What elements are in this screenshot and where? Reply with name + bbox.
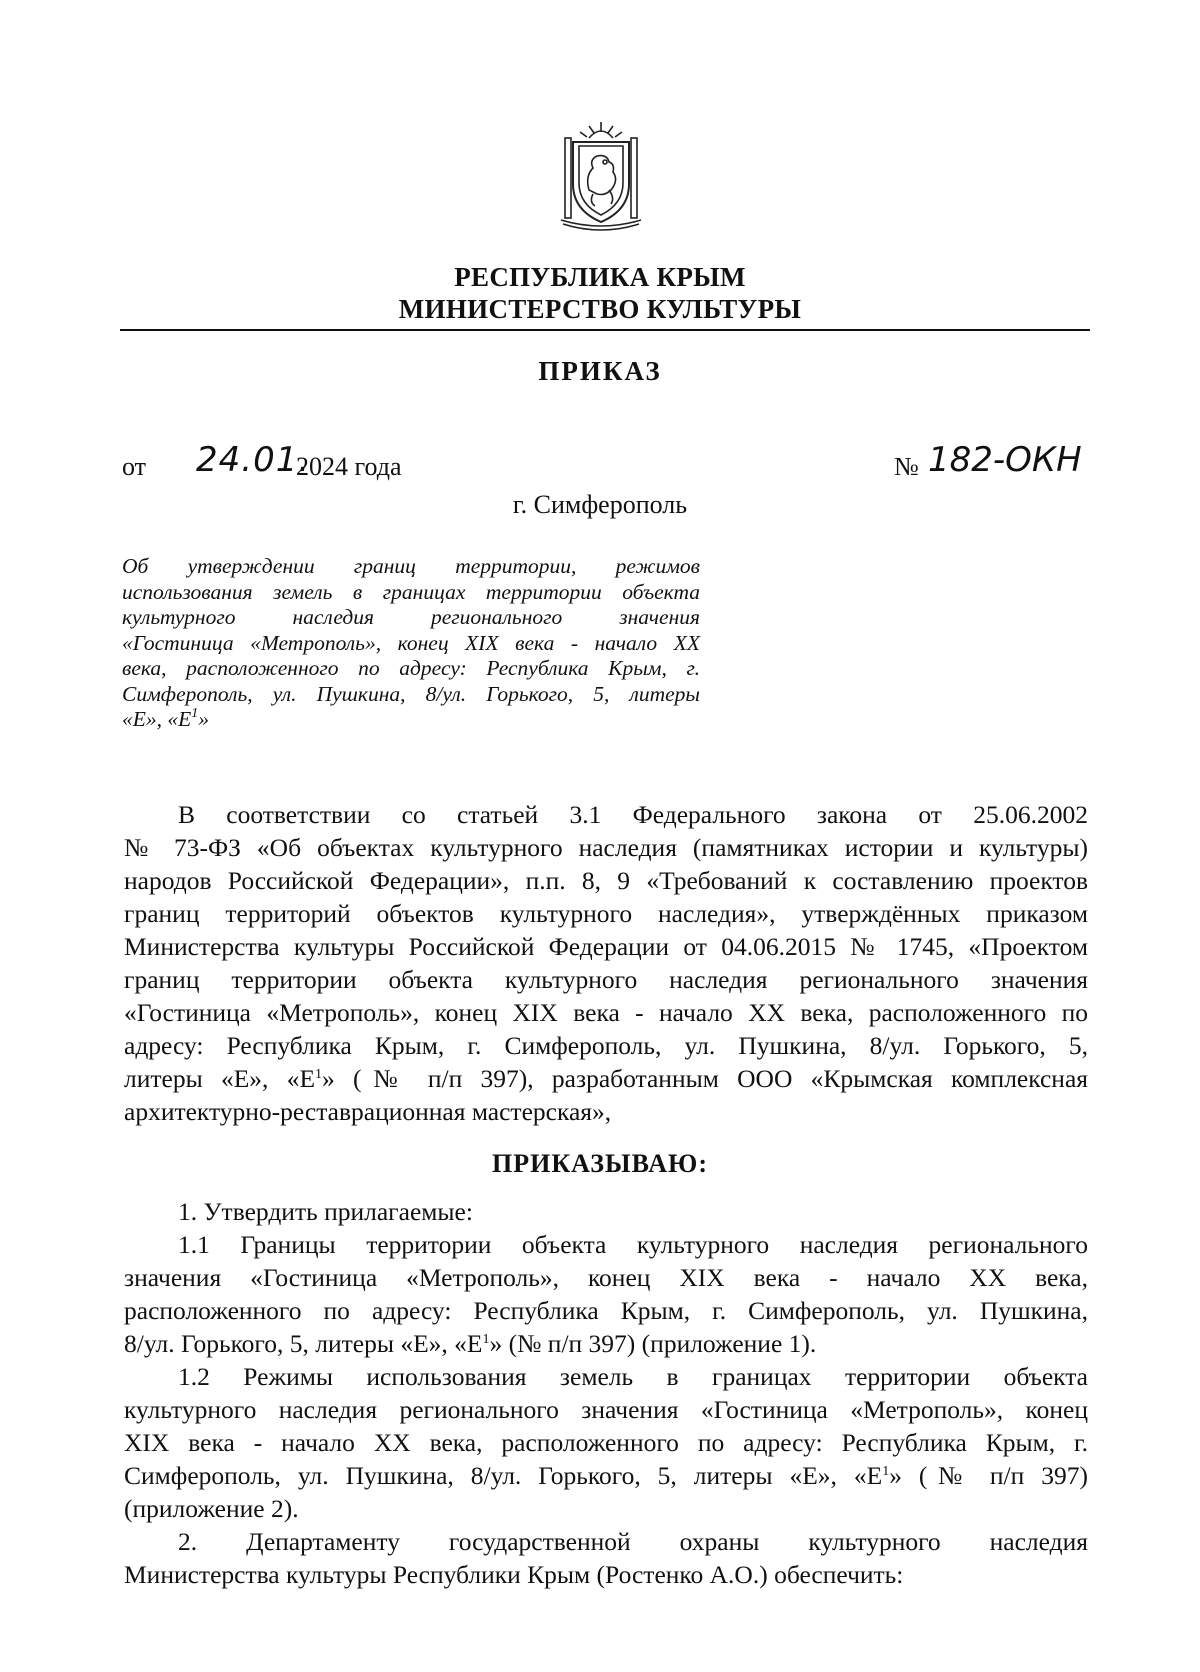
subject-line: использования земель в границах территории объекта: [122, 579, 700, 604]
preamble-line-text: литеры «Е», «Е: [124, 1064, 316, 1093]
item-line-text: » (№ п/п 397) (приложение 1).: [489, 1329, 817, 1358]
order-subject: [122, 554, 700, 733]
preamble-line: «Гостиница «Метрополь», конец XIX века - начало XX века, расположенного по: [124, 998, 1088, 1027]
decree-heading: ПРИКАЗЫВАЮ:: [492, 1149, 708, 1178]
handwritten-number: 182-ОКН: [928, 440, 1082, 480]
date-prefix: от: [122, 452, 147, 481]
item-1-1-line: 1.1 Границы территории объекта культурного наследия регионального: [178, 1230, 1088, 1259]
item-2-line: Министерства культуры Республики Крым (Ростенко А.О.) обеспечить:: [124, 1560, 904, 1589]
order-items: [124, 1195, 1088, 1591]
superscript: 1: [191, 706, 199, 721]
preamble-line: границ территории объекта культурного наследия регионального значения: [124, 965, 1088, 994]
number-label: №: [894, 452, 919, 481]
item-line-text: » (№ п/п 397): [889, 1461, 1088, 1490]
preamble-line: границ территорий объектов культурного наследия», утверждённых приказом: [124, 899, 1088, 928]
item-1-2-line: (приложение 2).: [124, 1494, 299, 1523]
issue-city: г. Симферополь: [512, 490, 688, 519]
coat-of-arms-icon: [549, 120, 653, 232]
subject-line: Симферополь, ул. Пушкина, 8/ул. Горького, 5, литеры: [122, 681, 700, 706]
superscript: 1: [315, 1067, 323, 1082]
header-divider: [120, 329, 1090, 331]
item-1-1-line: значения «Гостиница «Метрополь», конец XIX века - начало XX века,: [124, 1263, 1088, 1292]
preamble-line: адресу: Республика Крым, г. Симферополь, ул. Пушкина, 8/ул. Горького, 5,: [124, 1031, 1088, 1060]
preamble-line-text: » (№ п/п 397), разработанным ООО «Крымская комплексная: [322, 1064, 1088, 1093]
item-1-2-line: XIX века - начало XX века, расположенного по адресу: Республика Крым, г.: [124, 1428, 1088, 1457]
preamble-paragraph: [124, 798, 1088, 1128]
item-line-text: Симферополь, ул. Пушкина, 8/ул. Горького, 5, литеры «Е», «Е: [124, 1461, 883, 1490]
subject-line: века, расположенного по адресу: Республика Крым, г.: [122, 656, 700, 680]
org-name-ministry: МИНИСТЕРСТВО КУЛЬТУРЫ: [398, 294, 802, 324]
superscript: 1: [882, 1464, 890, 1479]
document-type-title: ПРИКАЗ: [538, 356, 662, 386]
preamble-line: архитектурно-реставрационная мастерская»,: [124, 1097, 612, 1126]
item-1-1-line: расположенного по адресу: Республика Крым, г. Симферополь, ул. Пушкина,: [124, 1296, 1088, 1325]
preamble-line: народов Российской Федерации», п.п. 8, 9 «Требований к составлению проектов: [124, 866, 1088, 895]
org-name-region: РЕСПУБЛИКА КРЫМ: [454, 262, 746, 292]
item-1-2-line: культурного наследия регионального значения «Гостиница «Метрополь», конец: [124, 1395, 1088, 1424]
preamble-line: № 73-ФЗ «Об объектах культурного наследия (памятниках истории и культуры): [124, 833, 1088, 862]
item-2-line: 2. Департаменту государственной охраны культурного наследия: [178, 1527, 1088, 1556]
item-1-1-line: [124, 1327, 1088, 1360]
handwritten-date: 24.01.: [196, 440, 311, 480]
item-1-2-line: 1.2 Режимы использования земель в границах территории объекта: [178, 1362, 1088, 1391]
date-year: 2024 года: [296, 452, 402, 481]
preamble-line: В соответствии со статьей 3.1 Федерального закона от 25.06.2002: [178, 800, 1088, 829]
preamble-line: Министерства культуры Российской Федерации от 04.06.2015 № 1745, «Проектом: [124, 932, 1088, 961]
subject-line: «Гостиница «Метрополь», конец XIX века - начало XX: [122, 630, 700, 655]
subject-line: Об утверждении границ территории, режимов: [122, 554, 700, 578]
item-line-text: 8/ул. Горького, 5, литеры «Е», «Е: [124, 1329, 483, 1358]
preamble-line: [124, 1062, 1088, 1095]
item-1: 1. Утвердить прилагаемые:: [178, 1197, 473, 1226]
subject-line-text: «Е», «Е: [122, 707, 192, 731]
subject-line: [122, 707, 700, 733]
subject-line-tail: »: [198, 707, 210, 731]
subject-line: культурного наследия регионального значения: [122, 605, 700, 629]
item-1-2-line: [124, 1459, 1088, 1492]
superscript: 1: [482, 1332, 490, 1347]
